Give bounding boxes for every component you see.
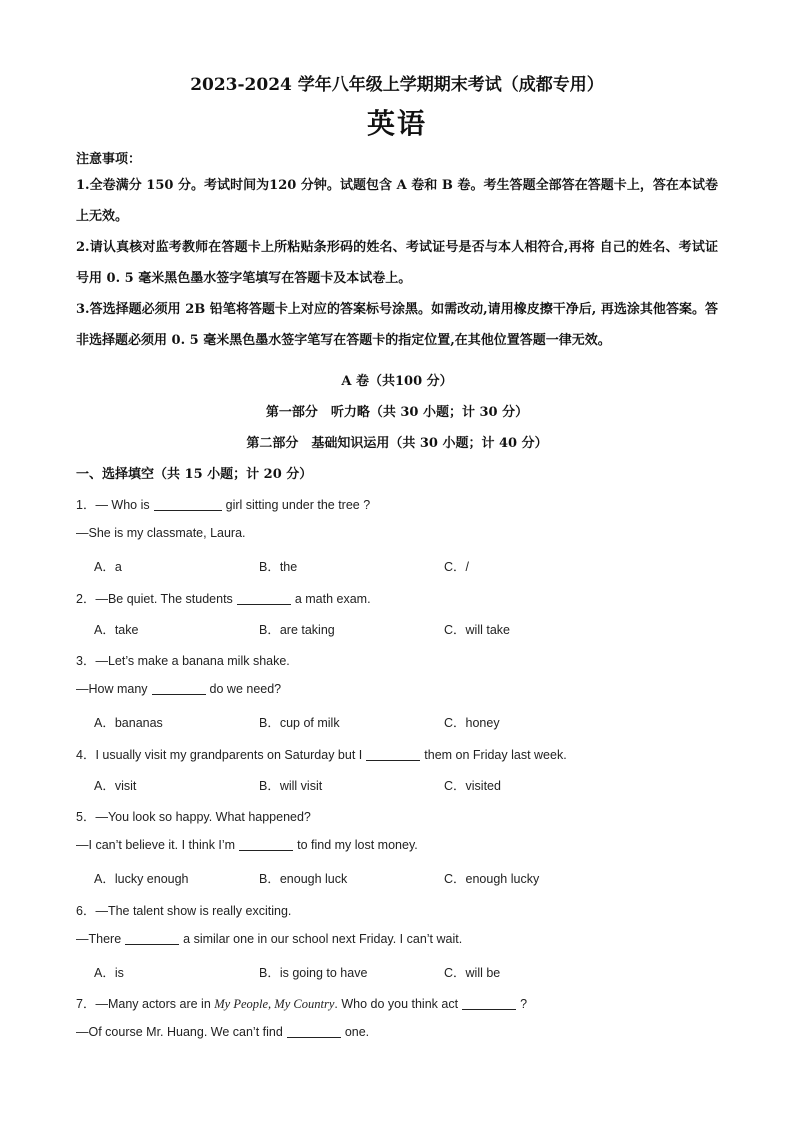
part1-heading: 第一部分 听力略（共 30 小题；计 30 分） [265,405,529,420]
question-2 [76,589,734,607]
option-a: A．bananas [94,716,163,730]
option-c: C．will be [444,966,501,980]
question-7-reply [76,1025,734,1039]
question-text: 2．—Be quiet. The students [76,592,233,606]
question-text: —Of course Mr. Huang. We can’t find [76,1025,283,1039]
question-4 [76,745,734,763]
question-text: . Who do you think act [334,997,459,1011]
volume-a-heading: A 卷（共100 分） [341,374,453,389]
option-c: C．will take [444,623,510,637]
question-text: do we need? [209,682,282,696]
instruction-item: 2.请认真核对监考教师在答题卡上所粘贴条形码的姓名、考试证号是否与本人相符合,再将 自己的姓名、考试证号用 0. 5 毫米黑色墨水签字笔填写在答题卡及本试卷上。 [76,240,718,286]
option-b: B．enough luck [259,872,348,886]
answer-blank [239,850,293,851]
question-text: 7．—Many actors are in [76,997,211,1011]
option-b: B．are taking [259,623,335,637]
answer-blank [237,604,291,605]
option-a: A．take [94,623,139,637]
question-5-reply [76,838,734,852]
instructions-heading: 注意事项： [76,152,142,167]
option-c: C．enough lucky [444,872,540,886]
option-b: B．will visit [259,779,323,793]
question-text: a math exam. [294,592,371,606]
question-text: —There [76,932,122,946]
option-b: B．the [259,560,298,574]
question-text: —I can’t believe it. I think I’m [76,838,236,852]
question-text: girl sitting under the tree ? [225,498,371,512]
question-3-reply [76,682,734,696]
subject-title: 英语 [366,107,427,140]
question-text: ? [520,997,528,1011]
answer-blank [152,694,206,695]
section-heading: 一、选择填空（共 15 小题；计 20 分） [76,467,313,482]
option-a: A．lucky enough [94,872,189,886]
exam-title: 2023-2024 学年八年级上学期期末考试（成都专用） [190,75,604,95]
instruction-item: 3.答选择题必须用 2B 铅笔将答题卡上对应的答案标号涂黑。如需改动,请用橡皮擦干净后, 再选涂其他答案。答非选择题必须用 0. 5 毫米黑色墨水签字笔写在答题卡的指定位置,在其他位置答题一律无效。 [76,302,718,348]
question-6: 6．—The talent show is really exciting. [76,904,292,918]
option-a: A．is [94,966,124,980]
question-7 [76,994,734,1012]
answer-blank [366,760,420,761]
question-3: 3．—Let’s make a banana milk shake. [76,654,290,668]
option-c: C．visited [444,779,501,793]
instructions [76,150,718,356]
option-a: A．a [94,560,122,574]
option-a: A．visit [94,779,137,793]
option-c: C．honey [444,716,500,730]
question-text: them on Friday last week. [424,748,567,762]
question-5: 5．—You look so happy. What happened? [76,810,311,824]
option-b: B．is going to have [259,966,368,980]
question-6-reply [76,932,734,946]
question-text: a similar one in our school next Friday. I can’t wait. [183,932,463,946]
answer-blank [154,510,222,511]
answer-blank [125,944,179,945]
option-b: B．cup of milk [259,716,340,730]
option-c: C．/ [444,560,470,574]
question-text: —How many [76,682,148,696]
question-text: 4．I usually visit my grandparents on Saturday but I [76,748,363,762]
question-1 [76,495,734,513]
question-text: 1．— Who is [76,498,150,512]
instruction-item: 1.全卷满分 150 分。考试时间为120 分钟。试题包含 A 卷和 B 卷。考生答题全部答在答题卡上，答在本试卷上无效。 [76,178,718,224]
answer-blank [287,1037,341,1038]
answer-blank [462,1009,516,1010]
question-text: to find my lost money. [297,838,418,852]
part2-heading: 第二部分 基础知识运用（共 30 小题；计 40 分） [246,436,548,451]
film-title: My People, My Country [214,997,335,1011]
question-1-reply: —She is my classmate, Laura. [76,526,246,540]
question-text: one. [344,1025,370,1039]
